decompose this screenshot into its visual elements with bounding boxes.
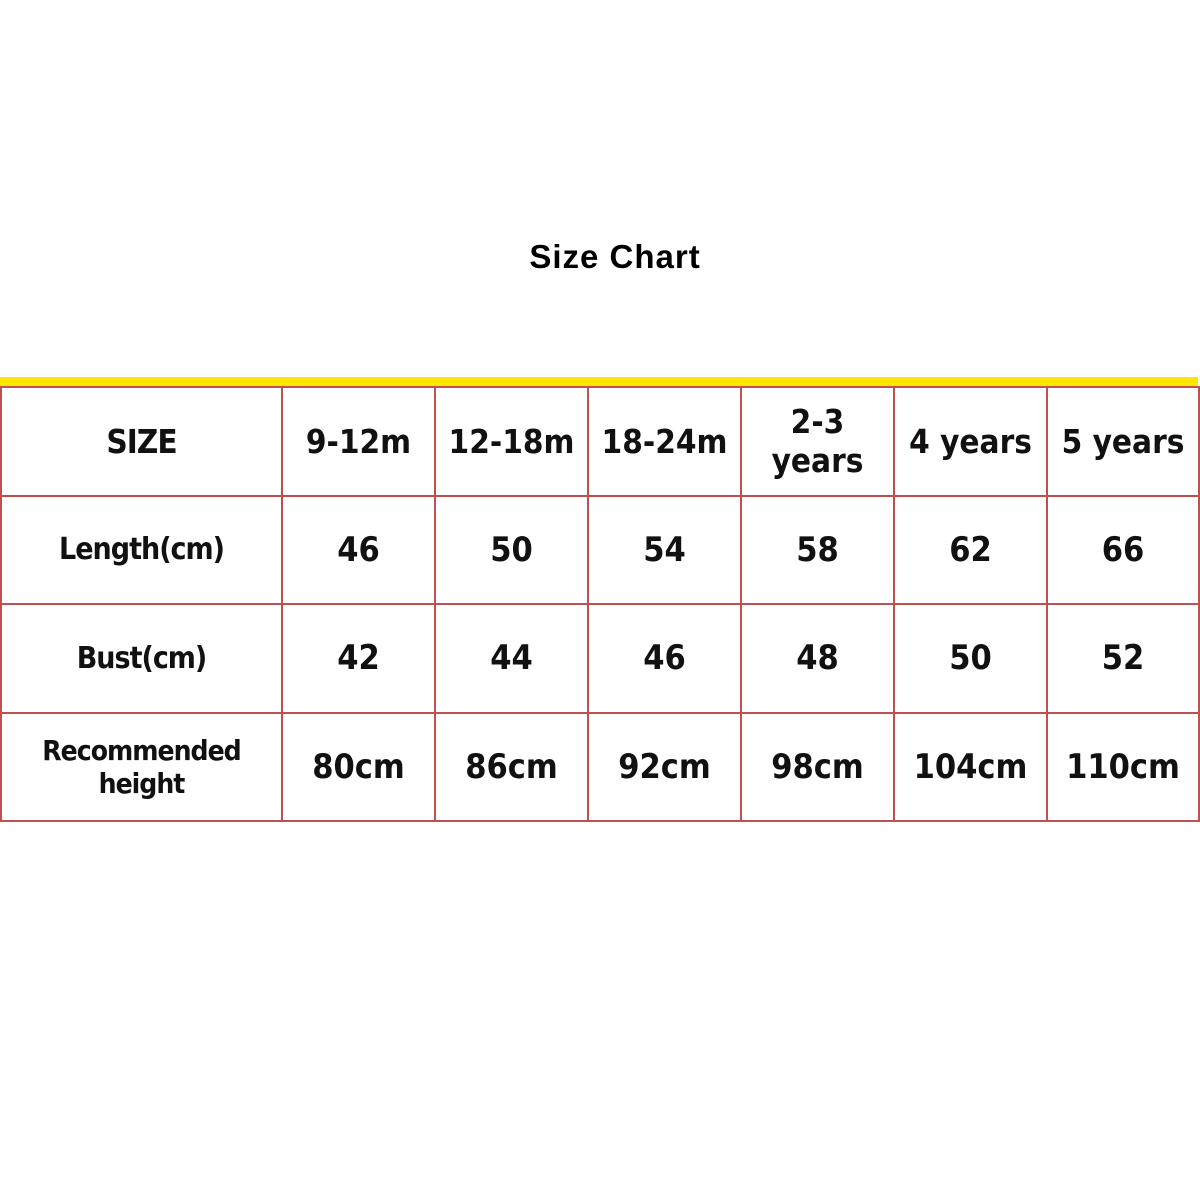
size-header: 5 years [1047, 387, 1199, 496]
row-label-bust: Bust(cm) [1, 604, 282, 713]
table-row [1, 496, 1199, 605]
table-cell: 58 [741, 496, 894, 605]
table-cell: 92cm [588, 713, 741, 822]
table-cell: 62 [894, 496, 1047, 605]
table-cell: 86cm [435, 713, 588, 822]
table-header-row [1, 387, 1199, 496]
table-cell: 54 [588, 496, 741, 605]
table-cell: 46 [588, 604, 741, 713]
table-cell: 80cm [282, 713, 435, 822]
size-chart-table [0, 386, 1200, 822]
table-cell: 50 [894, 604, 1047, 713]
table-cell: 66 [1047, 496, 1199, 605]
header-label: SIZE [1, 387, 282, 496]
size-header: 18-24m [588, 387, 741, 496]
size-header: 9-12m [282, 387, 435, 496]
table-cell: 110cm [1047, 713, 1199, 822]
table-cell: 48 [741, 604, 894, 713]
table-cell: 42 [282, 604, 435, 713]
table-cell: 104cm [894, 713, 1047, 822]
table-cell: 52 [1047, 604, 1199, 713]
table-cell: 44 [435, 604, 588, 713]
table-cell: 50 [435, 496, 588, 605]
row-label-recommended-height: Recommended height [1, 713, 282, 822]
table-row [1, 604, 1199, 713]
size-header: 2-3 years [741, 387, 894, 496]
table-cell: 98cm [741, 713, 894, 822]
size-header: 4 years [894, 387, 1047, 496]
row-label-length: Length(cm) [1, 496, 282, 605]
size-header: 12-18m [435, 387, 588, 496]
accent-bar [0, 377, 1198, 386]
table-row [1, 713, 1199, 822]
table-cell: 46 [282, 496, 435, 605]
page-title: Size Chart [529, 238, 701, 275]
